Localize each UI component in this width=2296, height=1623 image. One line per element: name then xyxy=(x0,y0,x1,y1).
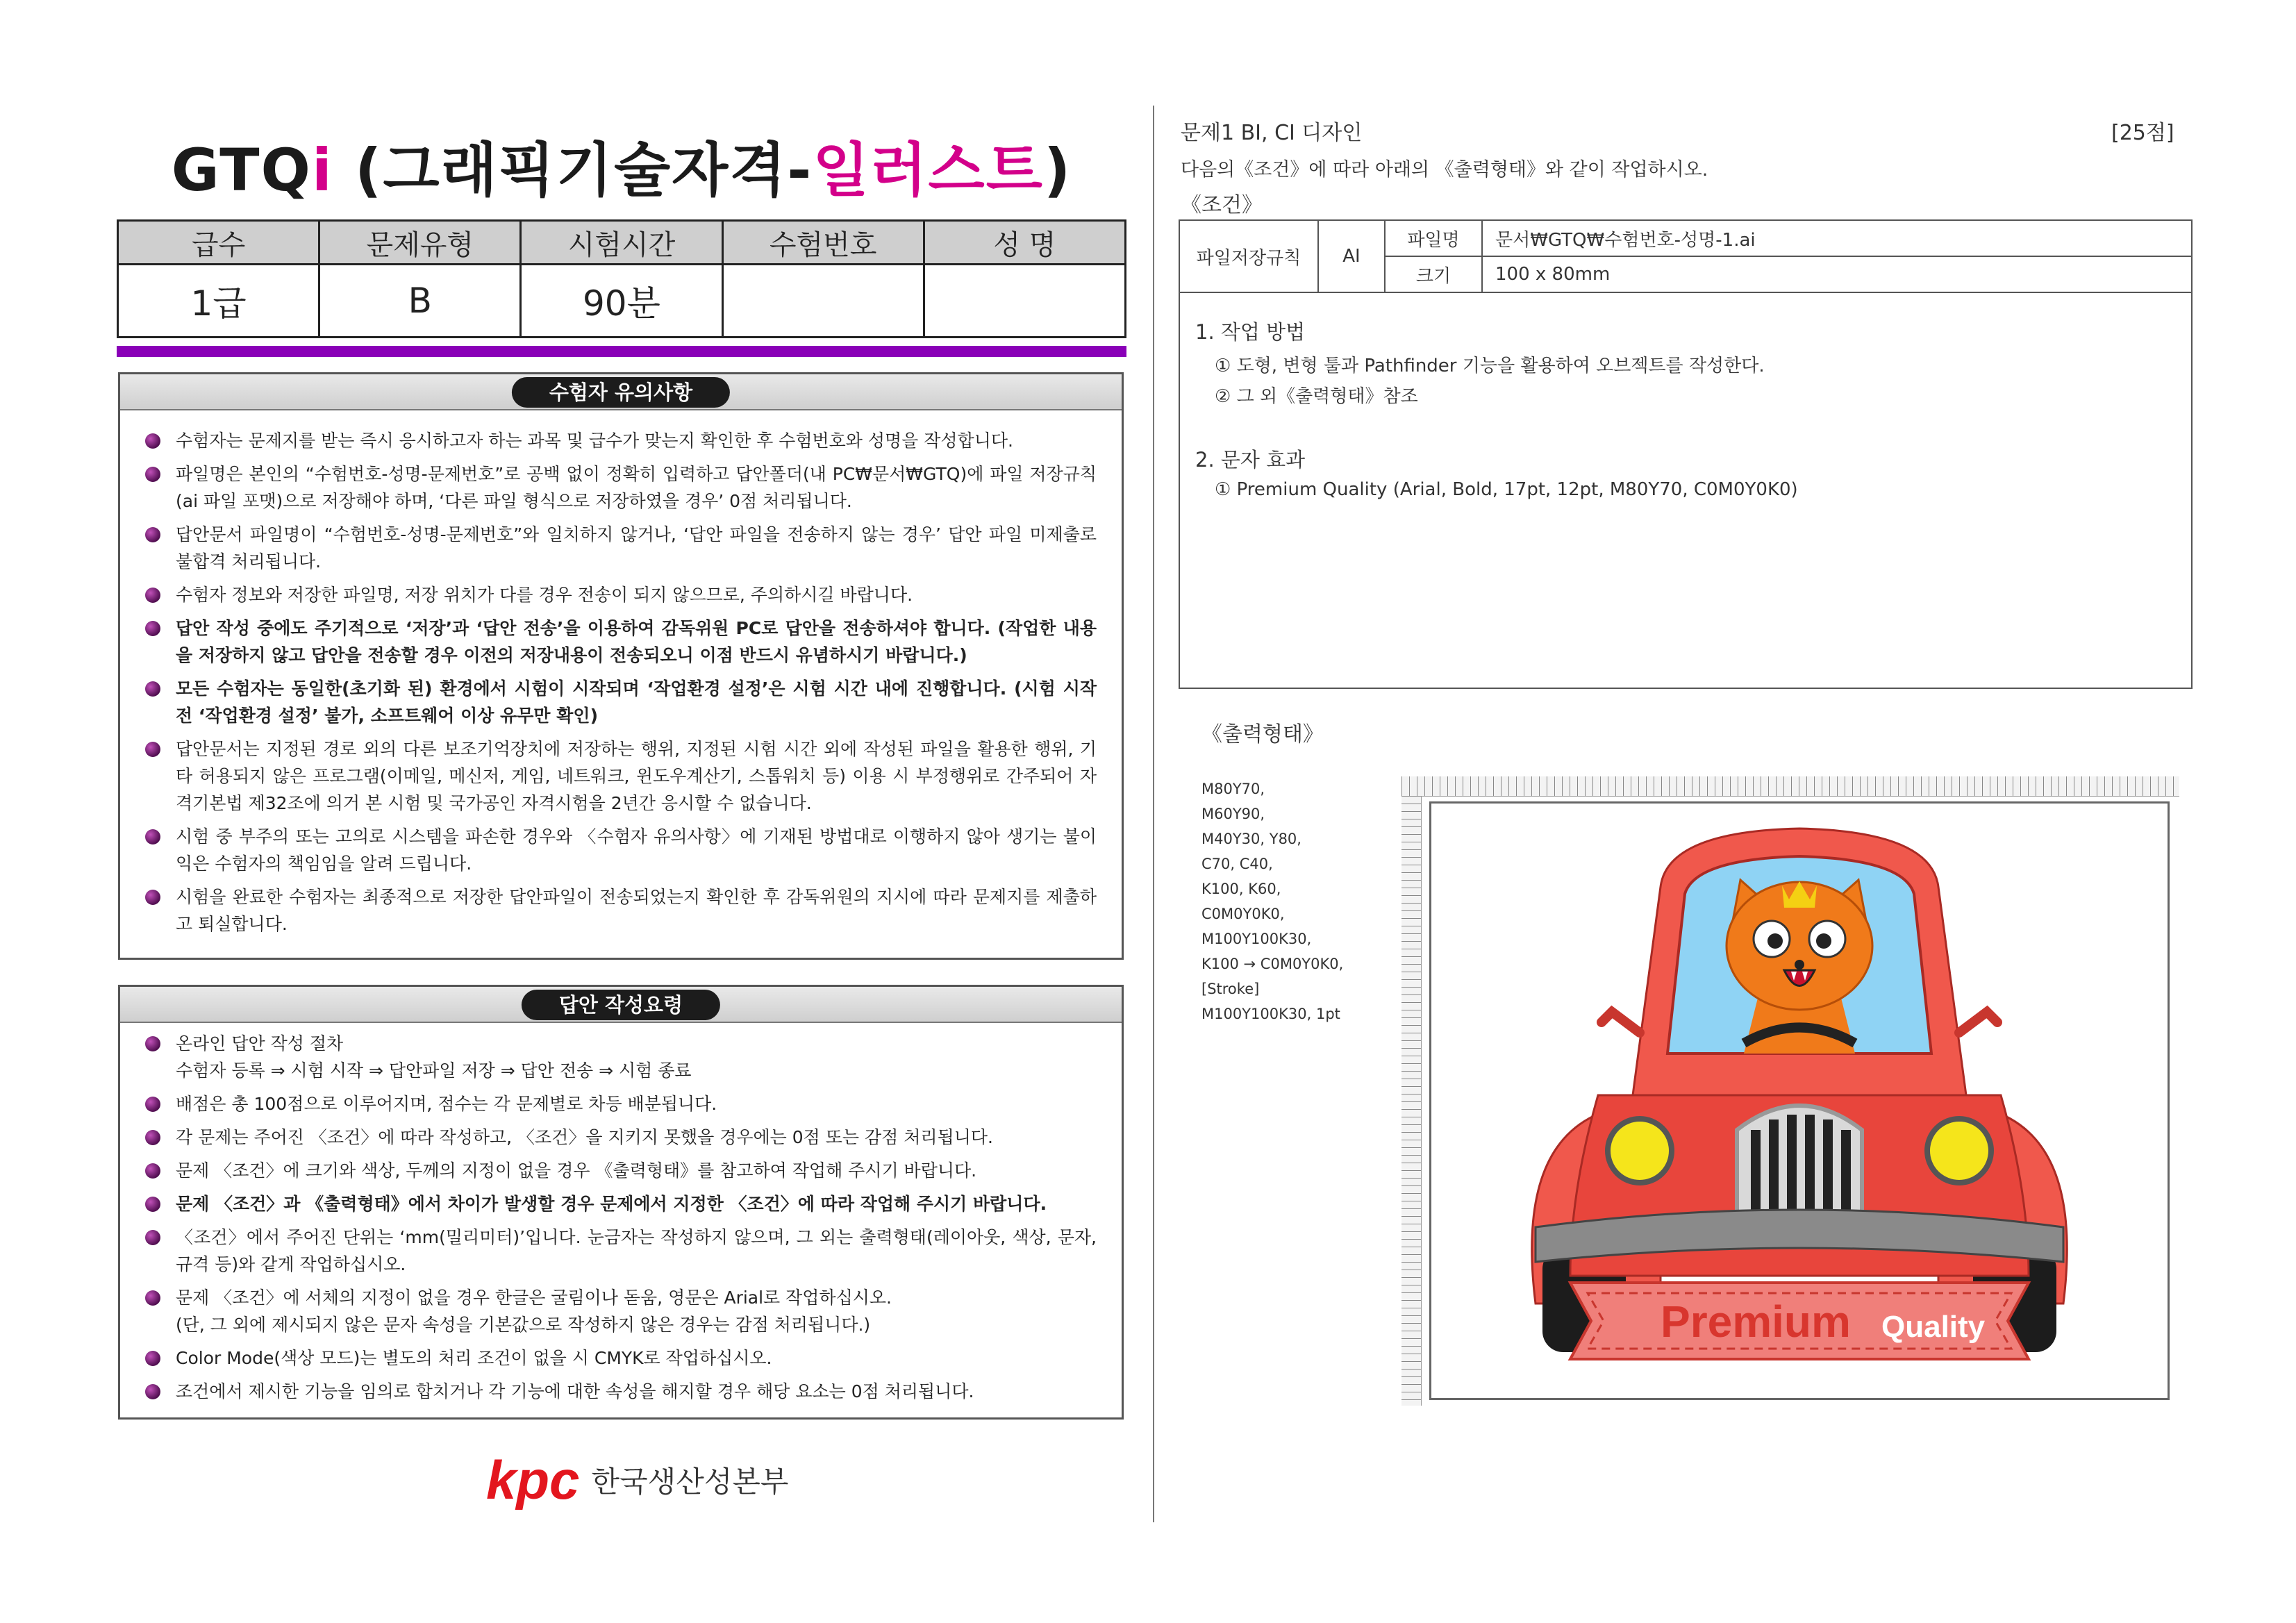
title-i: i xyxy=(311,136,333,204)
notice-item: 파일명은 본인의 “수험번호-성명-문제번호”로 공백 없이 정확히 입력하고 답안폴더(내 PC₩문서₩GTQ)에 파일 저장규칙(ai 파일 포맷)으로 저장해야 하며, ‘다른 파일 형식으로 저장하였을 경우’ 0점 처리됩니다. xyxy=(145,460,1097,515)
legend-line: K100 → C0M0Y0K0, xyxy=(1201,956,1344,972)
guide-item: 〈조건〉에서 주어진 단위는 ‘mm(밀리미터)’입니다. 눈금자는 작성하지 않으며, 그 외는 출력형태(레이아웃, 색상, 문자, 규격 등)와 같게 작업하십시오. xyxy=(145,1224,1097,1278)
header-time: 시험시간 xyxy=(521,221,722,265)
value-time: 90분 xyxy=(521,265,722,338)
guide-item: 조건에서 제시한 기능을 임의로 합치거나 각 기능에 대한 속성을 해지할 경우 해당 요소는 0점 처리됩니다. xyxy=(145,1378,1097,1405)
method-item-1: ① 도형, 변형 툴과 Pathfinder 기능을 활용하여 오브젝트를 작성한다. xyxy=(1215,356,1765,376)
legend-line: M40Y30, Y80, xyxy=(1201,831,1301,847)
legend-line: M100Y100K30, xyxy=(1201,931,1312,947)
method-title: 1. 작업 방법 xyxy=(1195,320,1306,344)
guide-list xyxy=(145,1030,1097,1411)
cond-filename-value: 문서₩GTQ₩수험번호-성명-1.ai xyxy=(1482,220,2192,256)
method-item-2: ② 그 외《출력형태》참조 xyxy=(1215,386,1418,407)
notice-item: 답안문서 파일명이 “수험번호-성명-문제번호”와 일치하지 않거나, ‘답안 파일을 전송하지 않는 경우’ 답안 파일 미제출로 불합격 처리됩니다. xyxy=(145,521,1097,575)
page-title xyxy=(0,124,1243,208)
notice-item: 모든 수험자는 동일한(초기화 된) 환경에서 시험이 시작되며 ‘작업환경 설정’은 시험 시간 내에 진행합니다. (시험 시작 전 ‘작업환경 설정’ 불가, 소프트웨어 이상 유무만 확인) xyxy=(145,675,1097,729)
notices-list xyxy=(145,427,1097,944)
legend-line: M60Y90, xyxy=(1201,806,1265,822)
color-legend xyxy=(1201,776,1343,1026)
procedure-text: 수험자 등록 ⇒ 시험 시작 ⇒ 답안파일 저장 ⇒ 답안 전송 ⇒ 시험 종료 xyxy=(176,1060,692,1081)
problem-title: 문제1 BI, CI 디자인 xyxy=(1181,121,1363,145)
exam-info-table xyxy=(117,219,1126,338)
legend-line: M80Y70, xyxy=(1201,781,1265,797)
title-close: ) xyxy=(1043,136,1072,204)
notice-item: 수험자는 문제지를 받는 즉시 응시하고자 하는 과목 및 급수가 맞는지 확인한 후 수험번호와 성명을 작성합니다. xyxy=(145,427,1097,454)
cond-rule-label: 파일저장규칙 xyxy=(1179,220,1318,292)
ribbon-text-quality: Quality xyxy=(1881,1310,1986,1344)
header-exam-number: 수험번호 xyxy=(722,221,924,265)
problem-instruction: 다음의《조건》에 따라 아래의 《출력형태》와 같이 작업하시오. xyxy=(1181,159,1708,181)
guide-item: 온라인 답안 작성 절차 수험자 등록 ⇒ 시험 시작 ⇒ 답안파일 저장 ⇒ 답안 전송 ⇒ 시험 종료 xyxy=(145,1030,1097,1084)
cond-format: AI xyxy=(1318,220,1385,292)
header-type: 문제유형 xyxy=(319,221,521,265)
title-gtq: GTQ xyxy=(171,136,312,204)
column-divider xyxy=(1153,106,1154,1522)
value-type: B xyxy=(319,265,521,338)
guide-item: Color Mode(색상 모드)는 별도의 처리 조건이 없을 시 CMYK로 작업하십시오. xyxy=(145,1345,1097,1372)
artboard xyxy=(1429,801,2170,1400)
kpc-logo-icon: kpc xyxy=(486,1449,580,1510)
guide-box xyxy=(118,985,1124,1420)
condition-label: 《조건》 xyxy=(1181,193,1263,217)
right-mirror xyxy=(1959,1012,1997,1033)
cond-size-label: 크기 xyxy=(1385,256,1482,292)
ruler-horizontal xyxy=(1401,776,2179,797)
right-headlight xyxy=(1927,1119,1991,1183)
notices-heading: 수험자 유의사항 xyxy=(512,377,730,408)
guide-item: 문제 〈조건〉과 《출력형태》에서 차이가 발생할 경우 문제에서 지정한 〈조건〉에 따라 작업해 주시기 바랍니다. xyxy=(145,1190,1097,1217)
problem-score: [25점] xyxy=(2111,121,2174,145)
truck-cat-illustration xyxy=(1431,804,2168,1398)
guide-item: 문제 〈조건〉에 크기와 색상, 두께의 지정이 없을 경우 《출력형태》를 참고하여 작업해 주시기 바랍니다. xyxy=(145,1157,1097,1184)
condition-body xyxy=(1179,288,2193,689)
legend-line: C70, C40, xyxy=(1201,856,1273,872)
output-preview xyxy=(1401,776,2179,1406)
value-name[interactable] xyxy=(924,265,1125,338)
legend-line: M100Y100K30, 1pt xyxy=(1201,1006,1340,1022)
legend-line: C0M0Y0K0, xyxy=(1201,906,1285,922)
text-effect-title: 2. 문자 효과 xyxy=(1195,448,1306,472)
ruler-vertical xyxy=(1401,796,1422,1406)
notices-header-bar xyxy=(120,374,1122,410)
guide-item: 배점은 총 100점으로 이루어지며, 점수는 각 문제별로 차등 배분됩니다. xyxy=(145,1090,1097,1117)
guide-heading: 답안 작성요령 xyxy=(522,990,720,1020)
header-grade: 급수 xyxy=(118,221,319,265)
text-effect-item-1: ① Premium Quality (Arial, Bold, 17pt, 12pt, M80Y70, C0M0Y0K0) xyxy=(1215,479,1798,500)
font-note: (단, 그 외에 제시되지 않은 문자 속성을 기본값으로 작성하지 않은 경우는 감점 처리됩니다.) xyxy=(176,1315,871,1335)
left-headlight xyxy=(1608,1119,1672,1183)
org-name: 한국생산성본부 xyxy=(591,1465,789,1499)
output-label: 《출력형태》 xyxy=(1201,722,1324,747)
guide-item: 문제 〈조건〉에 서체의 지정이 없을 경우 한글은 굴림이나 돋움, 영문은 Arial로 작업하십시오. (단, 그 외에 제시되지 않은 문자 속성을 기본값으로 작성하지 않은 경우는 감점 처리됩니다.) xyxy=(145,1284,1097,1338)
notice-item: 답안문서는 지정된 경로 외의 다른 보조기억장치에 저장하는 행위, 지정된 시험 시간 외에 작성된 파일을 활용한 행위, 기타 허용되지 않은 프로그램(이메일, 메신저, 게임, 네트워크, 윈도우계산기, 스톱워치 등) 이용 시 부정행위로 간주되어 자격기본법 제32조에 의거 본 시험 및 국가공인 자격시험을 2년간 응시할 수 없습니다. xyxy=(145,735,1097,817)
value-exam-number[interactable] xyxy=(722,265,924,338)
notices-box xyxy=(118,372,1124,960)
condition-table xyxy=(1179,219,2193,293)
left-mirror xyxy=(1602,1012,1640,1033)
value-grade: 1급 xyxy=(118,265,319,338)
notice-item: 수험자 정보와 저장한 파일명, 저장 위치가 다를 경우 전송이 되지 않으므로, 주의하시길 바랍니다. xyxy=(145,581,1097,608)
notice-item: 답안 작성 중에도 주기적으로 ‘저장’과 ‘답안 전송’을 이용하여 감독위원 PC로 답안을 전송하셔야 합니다. (작업한 내용을 저장하지 않고 답안을 전송할 경우 이전의 저장내용이 전송되오니 이점 반드시 유념하시기 바랍니다.) xyxy=(145,615,1097,669)
notice-item: 시험 중 부주의 또는 고의로 시스템을 파손한 경우와 〈수험자 유의사항〉에 기재된 방법대로 이행하지 않아 생기는 불이익은 수험자의 책임임을 알려 드립니다. xyxy=(145,823,1097,877)
legend-line: [Stroke] xyxy=(1201,981,1260,997)
footer-logo xyxy=(486,1449,789,1510)
guide-header-bar xyxy=(120,987,1122,1023)
ribbon-text-premium: Premium xyxy=(1661,1297,1851,1347)
title-paren: (그래픽기술자격- xyxy=(333,136,813,204)
header-name: 성 명 xyxy=(924,221,1125,265)
cond-size-value: 100 x 80mm xyxy=(1482,256,2192,292)
guide-item: 각 문제는 주어진 〈조건〉에 따라 작성하고, 〈조건〉을 지키지 못했을 경우에는 0점 또는 감점 처리됩니다. xyxy=(145,1124,1097,1151)
accent-bar xyxy=(117,346,1126,357)
title-illust: 일러스트 xyxy=(813,136,1044,204)
notice-item: 시험을 완료한 수험자는 최종적으로 저장한 답안파일이 전송되었는지 확인한 후 감독위원의 지시에 따라 문제지를 제출하고 퇴실합니다. xyxy=(145,883,1097,938)
cond-filename-label: 파일명 xyxy=(1385,220,1482,256)
legend-line: K100, K60, xyxy=(1201,881,1281,897)
